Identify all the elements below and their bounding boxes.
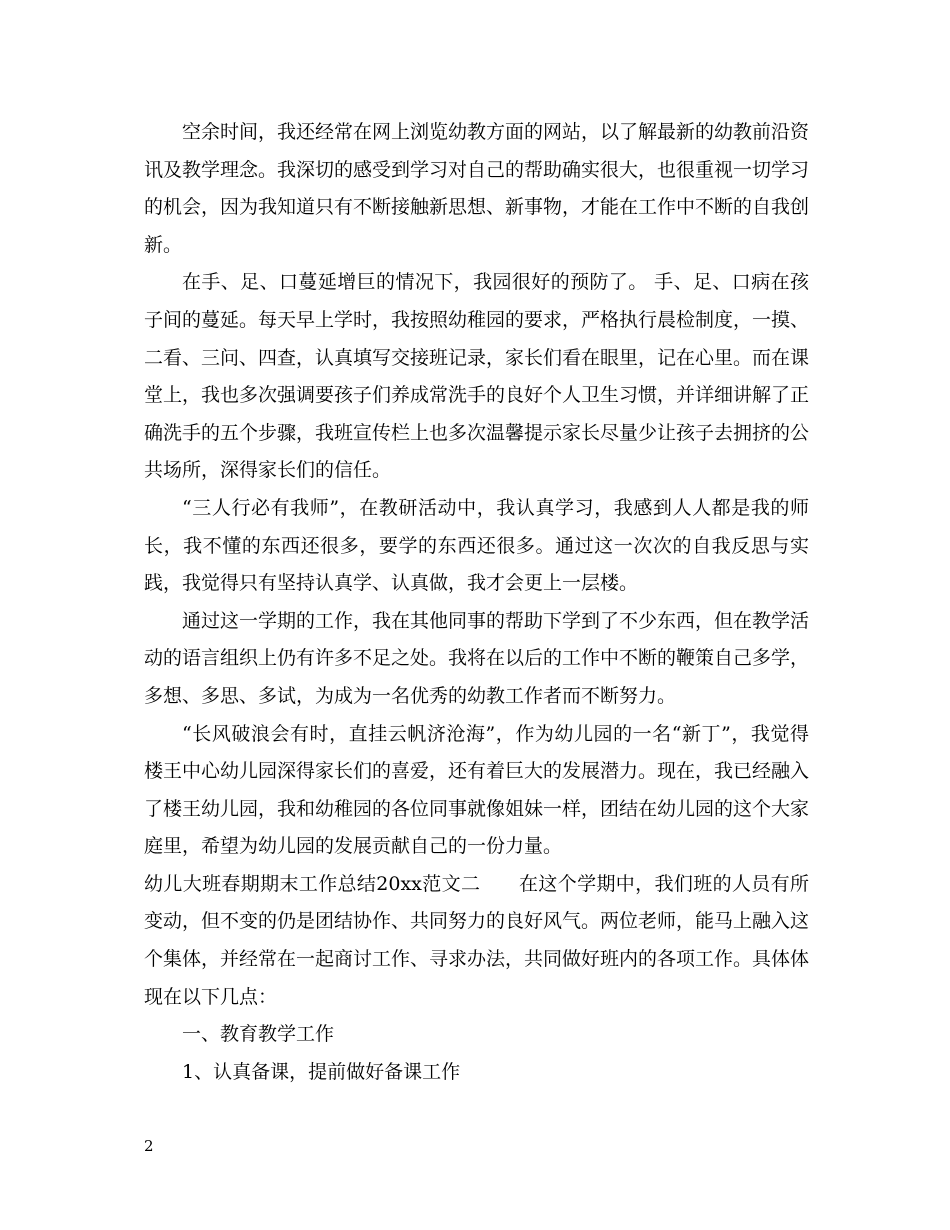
document-body (144, 114, 809, 1091)
paragraph: 在手、足、口蔓延增巨的情况下，我园很好的预防了。 手、足、口病在孩子间的蔓延。每天早上学时，我按照幼稚园的要求，严格执行晨检制度，一摸、二看、三问、四查，认真填写交接班记录，家长们看在眼里，记在心里。而在课堂上，我也多次强调要孩子们养成常洗手的良好个人卫生习惯，并详细讲解了正确洗手的五个步骤，我班宣传栏上也多次温馨提示家长尽量少让孩子去拥挤的公共场所，深得家长们的信任。 (144, 271, 810, 482)
section-heading: 一、教育教学工作 (182, 1023, 335, 1046)
paragraph: “三人行必有我师”，在教研活动中，我认真学习，我感到人人都是我的师长，我不懂的东西还很多，要学的东西还很多。通过这一次次的自我反思与实践，我觉得只有坚持认真学、认真做，我才会更上一层楼。 (144, 496, 809, 595)
paragraph: 空余时间，我还经常在网上浏览幼教方面的网站，以了解最新的幼教前沿资讯及教学理念。我深切的感受到学习对自己的帮助确实很大，也很重视一切学习的机会，因为我知道只有不断接触新思想、新事物，才能在工作中不断的自我创新。 (144, 121, 810, 256)
paragraph: 通过这一学期的工作，我在其他同事的帮助下学到了不少东西，但在教学活动的语言组织上仍有许多不足之处。我将在以后的工作中不断的鞭策自己多学，多想、多思、多试，为成为一名优秀的幼教工作者而不断努力。 (144, 609, 810, 707)
paragraph: “长风破浪会有时，直挂云帆济沧海”，作为幼儿园的一名“新丁”，我觉得楼王中心幼儿园深得家长们的喜爱，还有着巨大的发展潜力。现在，我已经融入了楼王幼儿园，我和幼稚园的各位同事就像姐妹一样，团结在幼儿园的这个大家庭里，希望为幼儿园的发展贡献自己的一份力量。 (144, 722, 810, 858)
paragraph: 幼儿大班春期期末工作总结20xx范文二 在这个学期中，我们班的人员有所变动，但不变的仍是团结协作、共同努力的良好风气。两位老师，能马上融入这个集体，并经常在一起商讨工作、寻求办法，共同做好班内的各项工作。具体体现在以下几点： (144, 872, 810, 1008)
subsection-heading: 1、认真备课，提前做好备课工作 (182, 1060, 461, 1083)
page-number: 2 (144, 1137, 154, 1155)
